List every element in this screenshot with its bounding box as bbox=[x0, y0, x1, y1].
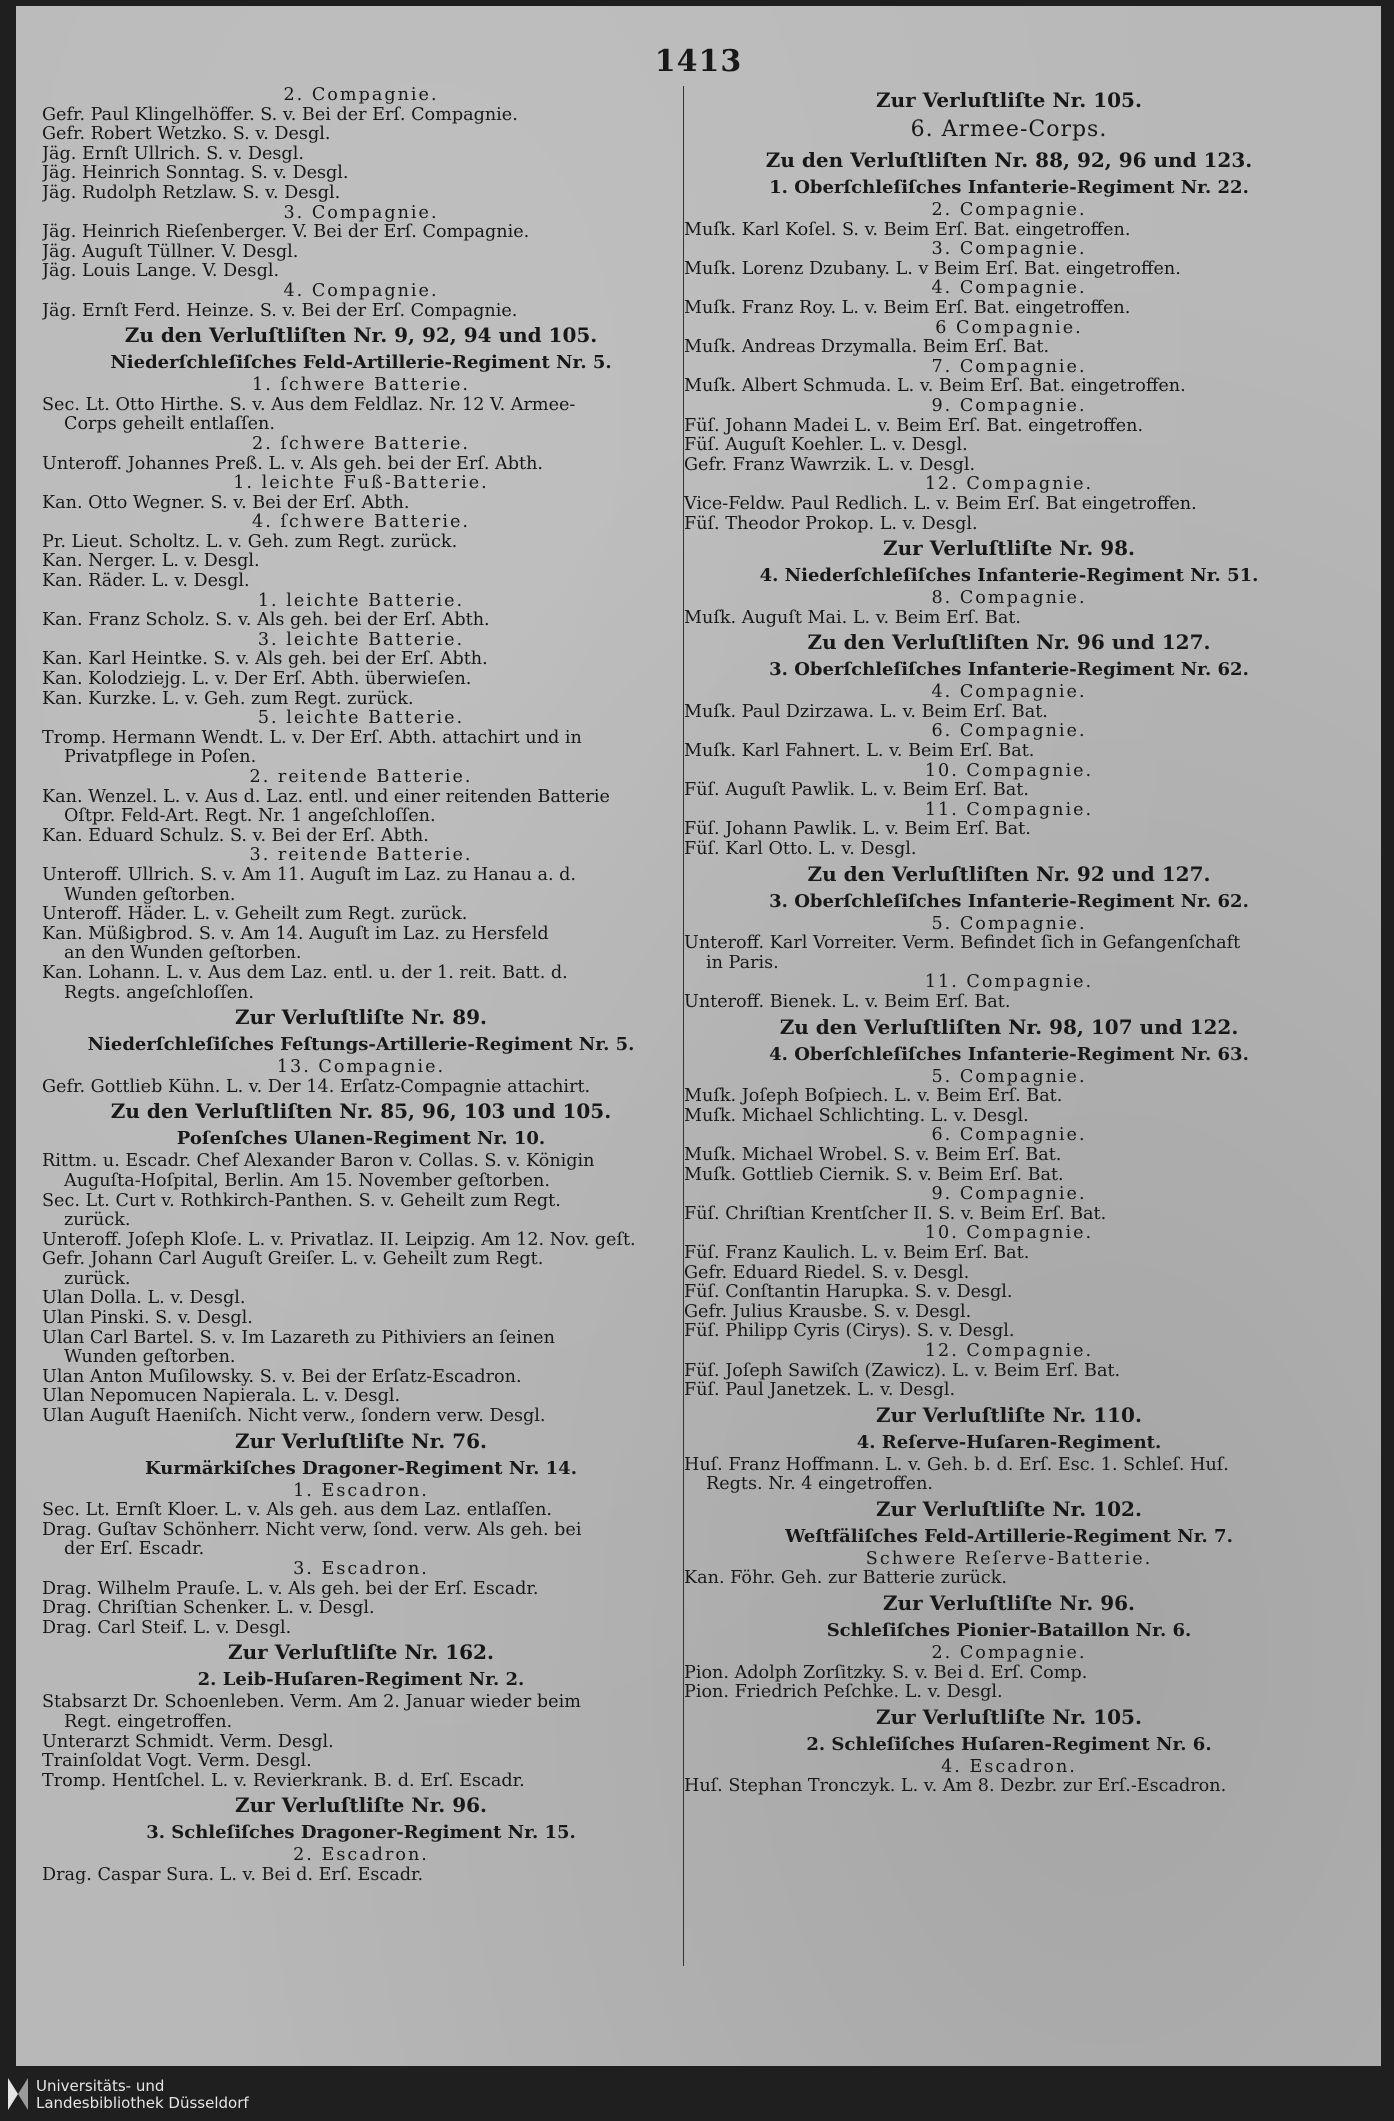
regiment-heading: 1. Oberſchleſiſches Infanterie-Regiment Nr. 22. bbox=[769, 177, 1249, 198]
casualty-entry: Füſ. Johann Pawlik. L. v. Beim Erſ. Bat. bbox=[684, 820, 1031, 840]
unit-subheading: 5. Compagnie. bbox=[931, 914, 1087, 934]
unit-subheading: 1. Escadron. bbox=[293, 1481, 429, 1501]
list-heading: Zur Verluſtliſte Nr. 98. bbox=[883, 536, 1135, 561]
casualty-entry: Muſk. Michael Wrobel. S. v. Beim Erſ. Bat. bbox=[684, 1145, 1062, 1165]
casualty-entry: Unteroff. Häder. L. v. Geheilt zum Regt. zurück. bbox=[42, 905, 468, 925]
library-logo-icon bbox=[4, 2074, 30, 2114]
regiment-heading: 2. Schleſiſches Huſaren-Regiment Nr. 6. bbox=[806, 1733, 1212, 1755]
casualty-entry: Jäg. Louis Lange. V. Desgl. bbox=[42, 262, 280, 282]
regiment-heading: 4. Oberſchleſiſches Infanterie-Regiment Nr. 63. bbox=[769, 1043, 1249, 1065]
unit-subheading: 4. ſchwere Batterie. bbox=[252, 513, 470, 533]
casualty-entry: Unteroff. Johannes Preß. L. v. Als geh. bei der Erſ. Abth. bbox=[42, 454, 543, 474]
casualty-entry: Muſk. Joſeph Boſpiech. L. v. Beim Erſ. Bat. bbox=[684, 1087, 1063, 1107]
entry-continuation: Regts. angeſchloſſen. bbox=[64, 983, 254, 1003]
unit-subheading: 9. Compagnie. bbox=[931, 1185, 1087, 1205]
regiment-heading: Weſtfäliſches Feld-Artillerie-Regiment Nr. 7. bbox=[785, 1525, 1233, 1547]
regiment-heading: Poſenſches Ulanen-Regiment Nr. 10. bbox=[176, 1128, 546, 1150]
casualty-entry: Sec. Lt. Otto Hirthe. S. v. Aus dem Feldlaz. Nr. 12 V. Armee- bbox=[42, 395, 576, 415]
entry-continuation: zurück. bbox=[64, 1269, 131, 1289]
casualty-entry: Unterarzt Schmidt. Verm. Desgl. bbox=[42, 1732, 334, 1752]
casualty-entry: Kan. Föhr. Geh. zur Batterie zurück. bbox=[684, 1569, 1008, 1589]
casualty-entry: Vice-Feldw. Paul Redlich. L. v. Beim Erſ. Bat eingetroffen. bbox=[684, 494, 1197, 514]
entry-continuation: Corps geheilt entlaſſen. bbox=[64, 415, 275, 435]
entry-continuation: Oſtpr. Feld-Art. Regt. Nr. 1 angeſchloſſen. bbox=[64, 807, 436, 827]
casualty-entry: Muſk. Michael Schlichting. L. v. Desgl. bbox=[684, 1106, 1029, 1126]
casualty-entry: Kan. Wenzel. L. v. Aus d. Laz. entl. und einer reitenden Batterie bbox=[42, 787, 610, 807]
unit-subheading: 5. leichte Batterie. bbox=[257, 709, 465, 729]
casualty-entry: Muſk. Paul Dzirzawa. L. v. Beim Erſ. Bat. bbox=[684, 702, 1048, 722]
casualty-entry: Jäg. Auguſt Tüllner. V. Desgl. bbox=[42, 242, 299, 262]
casualty-entry: Drag. Carl Steif. L. v. Desgl. bbox=[42, 1618, 292, 1638]
regiment-heading: 3. Schleſiſches Dragoner-Regiment Nr. 15. bbox=[146, 1822, 576, 1844]
casualty-entry: Kan. Eduard Schulz. S. v. Bei der Erſ. Abth. bbox=[42, 826, 429, 846]
unit-subheading: 2. ſchwere Batterie. bbox=[252, 434, 470, 454]
unit-subheading: 7. Compagnie. bbox=[931, 357, 1087, 377]
regiment-heading: Niederſchleſiſches Feſtungs-Artillerie-Regiment Nr. 5. bbox=[87, 1034, 635, 1056]
casualty-entry: Ulan Nepomucen Napierala. L. v. Desgl. bbox=[42, 1387, 401, 1407]
entry-continuation: Regt. eingetroffen. bbox=[64, 1712, 233, 1732]
casualty-entry: Unteroff. Ullrich. S. v. Am 11. Auguſt im Laz. zu Hanau a. d. bbox=[42, 865, 577, 885]
casualty-entry: Kan. Räder. L. v. Desgl. bbox=[42, 572, 250, 592]
unit-subheading: 4. Compagnie. bbox=[283, 281, 439, 301]
casualty-entry: Muſk. Andreas Drzymalla. Beim Erſ. Bat. bbox=[684, 338, 1050, 358]
unit-subheading: 1. leichte Batterie. bbox=[257, 591, 465, 611]
entry-continuation: Regts. Nr. 4 eingetroffen. bbox=[706, 1475, 933, 1495]
regiment-heading: 4. Niederſchleſiſches Infanterie-Regiment Nr. 51. bbox=[759, 565, 1259, 587]
casualty-entry: Tromp. Hermann Wendt. L. v. Der Erſ. Abth. attachirt und in bbox=[42, 728, 582, 748]
casualty-entry: Rittm. u. Escadr. Chef Alexander Baron v. Collas. S. v. Königin bbox=[42, 1152, 595, 1172]
casualty-entry: Pr. Lieut. Scholtz. L. v. Geh. zum Regt. zurück. bbox=[42, 532, 458, 552]
casualty-entry: Muſk. Franz Roy. L. v. Beim Erſ. Bat. eingetroffen. bbox=[684, 298, 1131, 318]
casualty-entry: Huſ. Franz Hoffmann. L. v. Geh. b. d. Erſ. Esc. 1. Schleſ. Huſ. bbox=[684, 1455, 1229, 1475]
casualty-entry: Drag. Caspar Sura. L. v. Bei d. Erſ. Escadr. bbox=[42, 1865, 424, 1885]
unit-subheading: 2. Compagnie. bbox=[931, 1644, 1087, 1664]
unit-subheading: 1. ſchwere Batterie. bbox=[252, 376, 470, 396]
entry-continuation: Wunden geſtorben. bbox=[64, 885, 236, 905]
regiment-heading: Niederſchleſiſches Feld-Artillerie-Regiment Nr. 5. bbox=[110, 352, 612, 374]
casualty-entry: Jäg. Heinrich Rieſenberger. V. Bei der Erſ. Compagnie. bbox=[42, 223, 530, 243]
casualty-entry: Tromp. Hentſchel. L. v. Revierkrank. B. d. Erſ. Escadr. bbox=[42, 1771, 525, 1791]
unit-subheading: 6. Compagnie. bbox=[931, 1126, 1087, 1146]
casualty-entry: Unteroff. Joſeph Kloſe. L. v. Privatlaz. II. Leipzig. Am 12. Nov. geſt. bbox=[42, 1230, 636, 1250]
document-page bbox=[16, 6, 1381, 2066]
casualty-entry: Muſk. Auguſt Mai. L. v. Beim Erſ. Bat. bbox=[684, 608, 1022, 628]
page-number: 1413 bbox=[654, 44, 743, 79]
list-heading: Zur Verluſtliſte Nr. 102. bbox=[876, 1496, 1142, 1521]
casualty-entry: Kan. Lohann. L. v. Aus dem Laz. entl. u. der 1. reit. Batt. d. bbox=[42, 963, 568, 983]
casualty-entry: Gefr. Robert Wetzko. S. v. Desgl. bbox=[42, 125, 331, 145]
casualty-entry: Ulan Carl Bartel. S. v. Im Lazareth zu Pithiviers an ſeinen bbox=[42, 1328, 555, 1348]
unit-subheading: 6 Compagnie. bbox=[935, 318, 1083, 338]
unit-subheading: 12. Compagnie. bbox=[924, 1341, 1094, 1361]
casualty-entry: Füſ. Conſtantin Harupka. S. v. Desgl. bbox=[684, 1283, 1013, 1303]
casualty-entry: Ulan Dolla. L. v. Desgl. bbox=[42, 1289, 246, 1309]
casualty-entry: Pion. Adolph Zorſitzky. S. v. Bei d. Erſ. Comp. bbox=[684, 1663, 1088, 1683]
right-column bbox=[684, 86, 1334, 1797]
unit-subheading: 10. Compagnie. bbox=[924, 1224, 1094, 1244]
casualty-entry: Kan. Franz Scholz. S. v. Als geh. bei der Erſ. Abth. bbox=[42, 611, 490, 631]
casualty-entry: Ulan Auguſt Haeniſch. Nicht verw., ſondern verw. Desgl. bbox=[42, 1407, 546, 1427]
casualty-entry: Gefr. Johann Carl Auguſt Greiſer. L. v. Geheilt zum Regt. bbox=[42, 1250, 544, 1270]
unit-subheading: 11. Compagnie. bbox=[924, 800, 1094, 820]
casualty-entry: Gefr. Eduard Riedel. S. v. Desgl. bbox=[684, 1263, 970, 1283]
list-heading: Zu den Verluſtliſten Nr. 92 und 127. bbox=[807, 861, 1211, 886]
list-heading: Zu den Verluſtliſten Nr. 96 und 127. bbox=[807, 630, 1211, 655]
unit-subheading: 3. Compagnie. bbox=[931, 240, 1087, 260]
casualty-entry: Jäg. Rudolph Retzlaw. S. v. Desgl. bbox=[42, 183, 341, 203]
casualty-entry: Sec. Lt. Ernſt Kloer. L. v. Als geh. aus dem Laz. entlaſſen. bbox=[42, 1501, 552, 1521]
unit-subheading: 13. Compagnie. bbox=[276, 1058, 446, 1078]
casualty-entry: Unteroff. Bienek. L. v. Beim Erſ. Bat. bbox=[684, 993, 1011, 1012]
entry-continuation: in Paris. bbox=[706, 953, 779, 973]
entry-continuation: zurück. bbox=[64, 1211, 131, 1231]
casualty-entry: Kan. Otto Wegner. S. v. Bei der Erſ. Abth. bbox=[42, 493, 410, 513]
regiment-heading: 3. Oberſchleſiſches Infanterie-Regiment Nr. 62. bbox=[769, 890, 1249, 912]
casualty-entry: Muſk. Karl Fahnert. L. v. Beim Erſ. Bat. bbox=[684, 742, 1035, 762]
casualty-entry: Kan. Müßigbrod. S. v. Am 14. Auguſt im Laz. zu Hersfeld bbox=[42, 924, 549, 944]
list-heading: Zur Verluſtliſte Nr. 105. bbox=[876, 88, 1142, 112]
casualty-entry: Gefr. Franz Wawrzik. L. v. Desgl. bbox=[684, 455, 976, 475]
entry-continuation: der Erſ. Escadr. bbox=[64, 1540, 205, 1560]
casualty-entry: Jäg. Heinrich Sonntag. S. v. Desgl. bbox=[42, 164, 349, 184]
casualty-entry: Füſ. Chriſtian Krentſcher II. S. v. Beim Erſ. Bat. bbox=[684, 1204, 1107, 1224]
casualty-entry: Gefr. Gottlieb Kühn. L. v. Der 14. Erſatz-Compagnie attachirt. bbox=[42, 1077, 591, 1097]
casualty-entry: Füſ. Karl Otto. L. v. Desgl. bbox=[684, 840, 917, 860]
casualty-entry: Gefr. Paul Klingelhöffer. S. v. Bei der Erſ. Compagnie. bbox=[42, 105, 518, 125]
unit-subheading: 3. leichte Batterie. bbox=[257, 630, 465, 650]
casualty-entry: Kan. Kurzke. L. v. Geh. zum Regt. zurück. bbox=[42, 689, 414, 709]
entry-continuation: an den Wunden geſtorben. bbox=[64, 944, 302, 964]
regiment-heading: 2. Leib-Huſaren-Regiment Nr. 2. bbox=[197, 1669, 525, 1691]
casualty-entry: Drag. Guſtav Schönherr. Nicht verw, ſond. verw. Als geh. bei bbox=[42, 1520, 582, 1540]
casualty-entry: Füſ. Theodor Prokop. L. v. Desgl. bbox=[684, 514, 978, 534]
casualty-entry: Drag. Wilhelm Prauſe. L. v. Als geh. bei der Erſ. Escadr. bbox=[42, 1579, 539, 1599]
unit-subheading: 3. Escadron. bbox=[293, 1560, 429, 1579]
unit-subheading: 4. Compagnie. bbox=[931, 279, 1087, 299]
left-column bbox=[42, 86, 680, 1886]
unit-subheading: 2. Compagnie. bbox=[931, 201, 1087, 220]
unit-subheading: Schwere Reſerve-Batterie. bbox=[865, 1549, 1153, 1569]
footer-line-1: Universitäts- und bbox=[36, 2077, 165, 2095]
footer-line-2: Landesbibliothek Düsseldorf bbox=[36, 2094, 249, 2112]
list-heading: Zur Verluſtliſte Nr. 76. bbox=[235, 1428, 487, 1453]
casualty-entry: Kan. Kolodziejg. L. v. Der Erſ. Abth. überwieſen. bbox=[42, 670, 472, 690]
unit-subheading: 8. Compagnie. bbox=[931, 589, 1087, 609]
list-heading: Zu den Verluſtliſten Nr. 98, 107 und 122. bbox=[779, 1014, 1239, 1039]
casualty-entry: Füſ. Auguſt Koehler. L. v. Desgl. bbox=[684, 436, 968, 456]
casualty-entry: Gefr. Julius Krausbe. S. v. Desgl. bbox=[684, 1302, 972, 1322]
list-heading: Zur Verluſtliſte Nr. 89. bbox=[235, 1005, 487, 1030]
casualty-entry: Füſ. Auguſt Pawlik. L. v. Beim Erſ. Bat. bbox=[684, 781, 1029, 801]
casualty-entry: Muſk. Gottlieb Ciernik. S. v. Beim Erſ. Bat. bbox=[684, 1165, 1064, 1185]
unit-subheading: 11. Compagnie. bbox=[924, 973, 1094, 993]
casualty-entry: Füſ. Johann Madei L. v. Beim Erſ. Bat. eingetroffen. bbox=[684, 416, 1144, 436]
list-heading: Zu den Verluſtliſten Nr. 85, 96, 103 und 105. bbox=[110, 1099, 612, 1124]
casualty-entry: Ulan Pinski. S. v. Desgl. bbox=[42, 1309, 253, 1329]
casualty-entry: Trainſoldat Vogt. Verm. Desgl. bbox=[42, 1752, 312, 1772]
casualty-entry: Sec. Lt. Curt v. Rothkirch-Panthen. S. v. Geheilt zum Regt. bbox=[42, 1191, 561, 1211]
list-heading: Zur Verluſtliſte Nr. 96. bbox=[235, 1793, 487, 1818]
list-heading: Zur Verluſtliſte Nr. 96. bbox=[883, 1591, 1135, 1616]
casualty-entry: Füſ. Philipp Cyris (Cirys). S. v. Desgl. bbox=[684, 1322, 1015, 1342]
casualty-entry: Ulan Anton Muſilowsky. S. v. Bei der Erſatz-Escadron. bbox=[42, 1367, 522, 1387]
casualty-entry: Muſk. Lorenz Dzubany. L. v Beim Erſ. Bat. eingetroffen. bbox=[684, 259, 1181, 279]
unit-subheading: 2. Escadron. bbox=[293, 1846, 429, 1866]
casualty-entry: Unteroff. Karl Vorreiter. Verm. Befindet ſich in Gefangenſchaft bbox=[684, 934, 1241, 954]
footer-text bbox=[36, 2078, 249, 2112]
regiment-heading: 3. Oberſchleſiſches Infanterie-Regiment Nr. 62. bbox=[769, 659, 1249, 681]
regiment-heading: Kurmärkiſches Dragoner-Regiment Nr. 14. bbox=[145, 1457, 577, 1479]
casualty-entry: Muſk. Karl Koſel. S. v. Beim Erſ. Bat. eingetroffen. bbox=[684, 220, 1131, 240]
unit-subheading: 2. reitende Batterie. bbox=[249, 768, 473, 787]
list-heading: Zu den Verluſtliſten Nr. 88, 92, 96 und 123. bbox=[765, 148, 1253, 172]
unit-subheading: 6. Compagnie. bbox=[931, 722, 1087, 742]
list-heading: Zur Verluſtliſte Nr. 110. bbox=[876, 1402, 1142, 1427]
footer-bar bbox=[0, 2066, 1394, 2121]
unit-subheading: 9. Compagnie. bbox=[931, 396, 1087, 416]
unit-subheading: 10. Compagnie. bbox=[924, 761, 1094, 781]
regiment-heading: 4. Reſerve-Huſaren-Regiment. bbox=[856, 1431, 1162, 1453]
entry-continuation: Auguſta-Hoſpital, Berlin. Am 15. November geſtorben. bbox=[64, 1171, 550, 1191]
unit-subheading: 3. Compagnie. bbox=[283, 203, 439, 223]
unit-subheading: 4. Compagnie. bbox=[931, 683, 1087, 703]
casualty-entry: Huſ. Stephan Tronczyk. L. v. Am 8. Dezbr. zur Erſ.-Escadron. bbox=[684, 1777, 1227, 1797]
regiment-heading: Schleſiſches Pionier-Bataillon Nr. 6. bbox=[826, 1620, 1192, 1642]
casualty-entry: Kan. Nerger. L. v. Desgl. bbox=[42, 552, 260, 572]
casualty-entry: Füſ. Joſeph Sawiſch (Zawicz). L. v. Beim Erſ. Bat. bbox=[684, 1361, 1121, 1381]
unit-subheading: 3. reitende Batterie. bbox=[249, 846, 473, 866]
unit-subheading: 5. Compagnie. bbox=[931, 1067, 1087, 1087]
list-heading: Zur Verluſtliſte Nr. 105. bbox=[876, 1704, 1142, 1729]
casualty-entry: Pion. Friedrich Peſchke. L. v. Desgl. bbox=[684, 1683, 1003, 1703]
unit-subheading: 4. Escadron. bbox=[941, 1757, 1077, 1777]
list-heading: Zu den Verluſtliſten Nr. 9, 92, 94 und 105. bbox=[124, 323, 598, 348]
casualty-entry: Drag. Chriſtian Schenker. L. v. Desgl. bbox=[42, 1599, 375, 1619]
corps-heading: 6. Armee-Corps. bbox=[910, 117, 1108, 142]
casualty-entry: Kan. Karl Heintke. S. v. Als geh. bei der Erſ. Abth. bbox=[42, 650, 488, 670]
casualty-entry: Jäg. Ernſt Ferd. Heinze. S. v. Bei der Erſ. Compagnie. bbox=[42, 301, 518, 321]
unit-subheading: 2. Compagnie. bbox=[283, 86, 439, 105]
entry-continuation: Wunden geſtorben. bbox=[64, 1348, 236, 1368]
casualty-entry: Jäg. Ernſt Ullrich. S. v. Desgl. bbox=[42, 144, 304, 164]
casualty-entry: Füſ. Paul Janetzek. L. v. Desgl. bbox=[684, 1381, 956, 1401]
casualty-entry: Muſk. Albert Schmuda. L. v. Beim Erſ. Bat. eingetroffen. bbox=[684, 377, 1186, 397]
casualty-entry: Füſ. Franz Kaulich. L. v. Beim Erſ. Bat. bbox=[684, 1243, 1030, 1263]
entry-continuation: Privatpflege in Poſen. bbox=[64, 748, 257, 768]
unit-subheading: 1. leichte Fuß-Batterie. bbox=[233, 474, 489, 494]
unit-subheading: 12. Compagnie. bbox=[924, 475, 1094, 495]
list-heading: Zur Verluſtliſte Nr. 162. bbox=[228, 1640, 494, 1665]
casualty-entry: Stabsarzt Dr. Schoenleben. Verm. Am 2. Januar wieder beim bbox=[42, 1693, 581, 1713]
